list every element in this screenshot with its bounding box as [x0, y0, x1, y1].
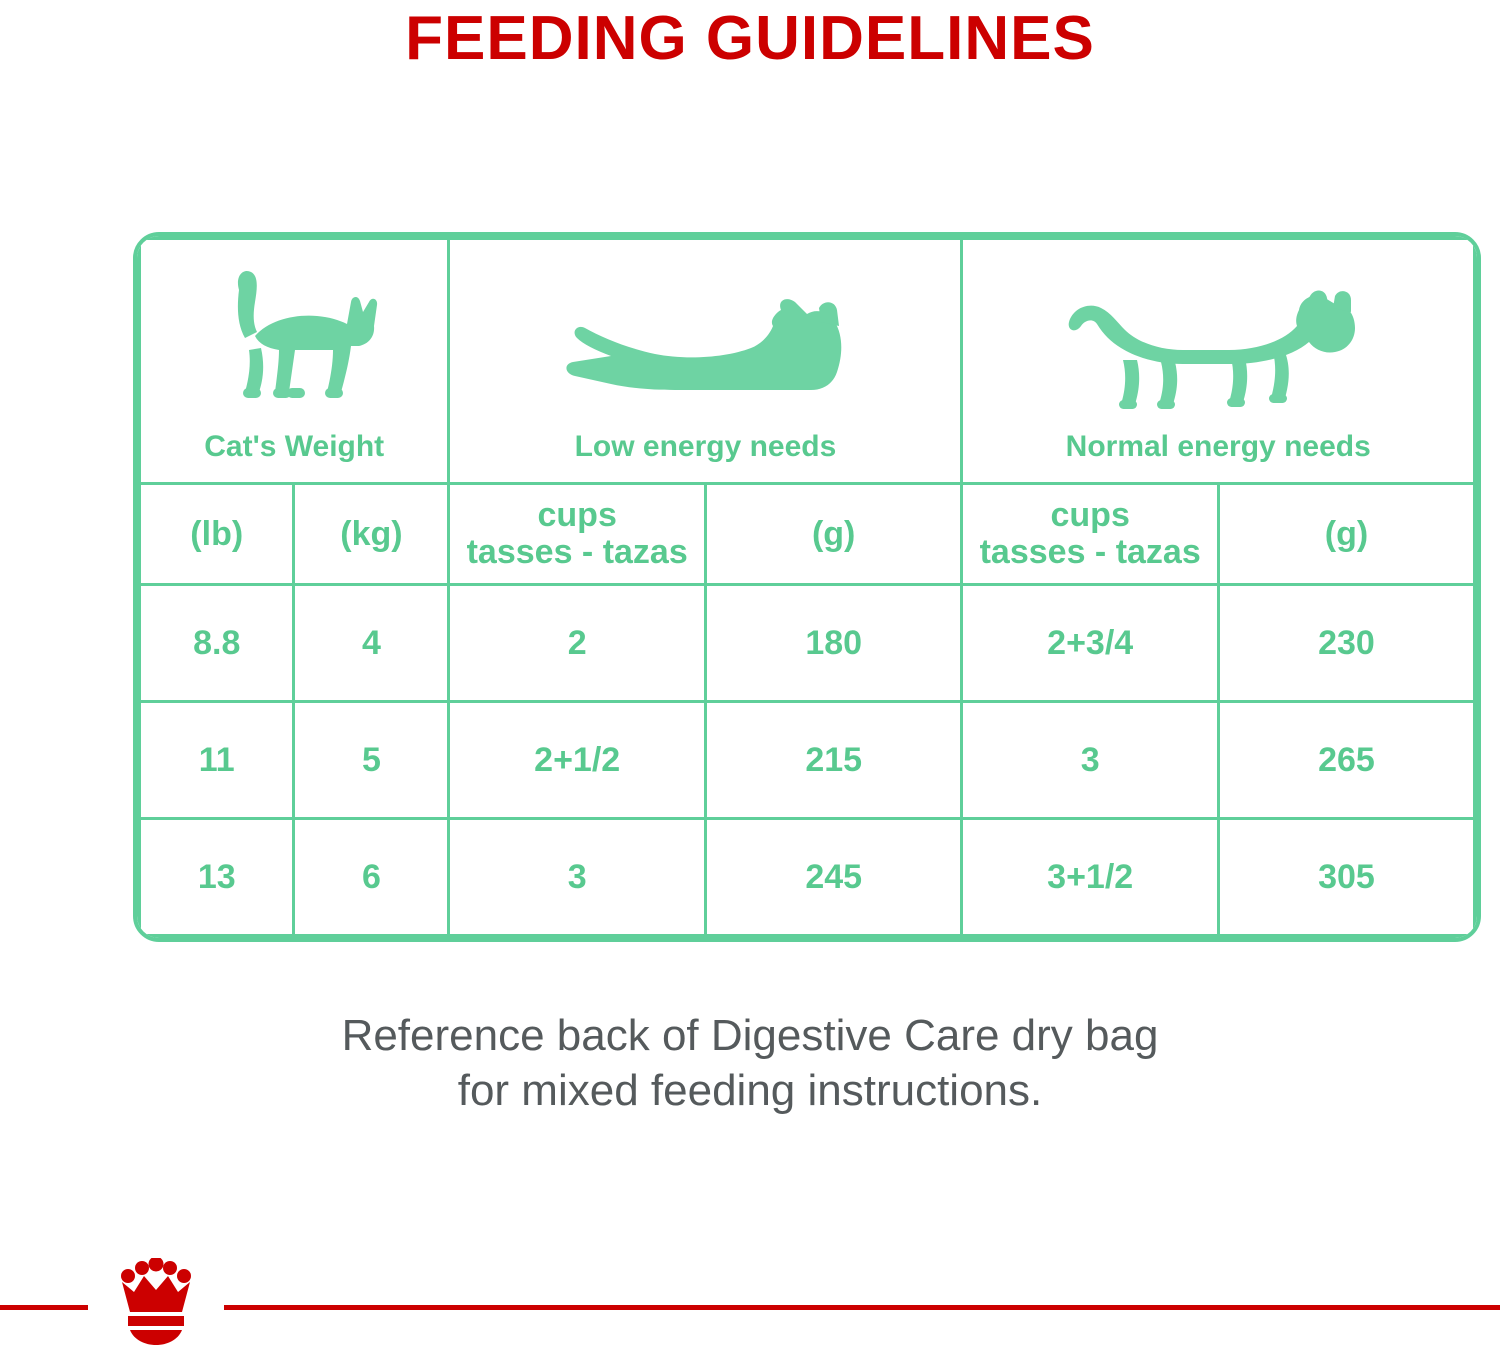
cell-normal-grams: 230: [1218, 585, 1475, 702]
cell-kg: 5: [294, 702, 449, 819]
cell-normal-cups: 2+3/4: [962, 585, 1219, 702]
cell-low-grams: 180: [705, 585, 962, 702]
cell-normal-cups: 3+1/2: [962, 819, 1219, 937]
header-cell-normal-energy: [962, 238, 1475, 484]
table-header-row: [139, 238, 1475, 484]
table-subheader-row: [139, 484, 1475, 585]
subheader-cups-low-line2: tasses - tazas: [466, 533, 688, 572]
feeding-guidelines-table-container: [133, 232, 1481, 942]
subheader-cups-low-line1: cups: [537, 496, 617, 535]
cell-kg: 6: [294, 819, 449, 937]
subheader-grams-low: (g): [705, 484, 962, 585]
subheader-cups-normal-line2: tasses - tazas: [979, 533, 1201, 572]
footnote-line-1: Reference back of Digestive Care dry bag: [341, 1011, 1159, 1060]
cell-low-cups: 2: [449, 585, 706, 702]
cell-normal-grams: 265: [1218, 702, 1475, 819]
subheader-kg: (kg): [294, 484, 449, 585]
cell-low-cups: 2+1/2: [449, 702, 706, 819]
header-label-cats-weight: Cat's Weight: [204, 429, 385, 463]
footnote-line-2: for mixed feeding instructions.: [457, 1066, 1043, 1115]
header-label-normal-energy: Normal energy needs: [1065, 429, 1371, 463]
subheader-cups-normal: [962, 484, 1219, 585]
cell-kg: 4: [294, 585, 449, 702]
subheader-grams-normal: (g): [1218, 484, 1475, 585]
table-row: [139, 702, 1475, 819]
cell-lb: 11: [139, 702, 294, 819]
feeding-guidelines-table: [137, 236, 1477, 938]
footnote: [0, 1008, 1500, 1118]
header-label-low-energy: Low energy needs: [574, 429, 837, 463]
subheader-cups-low: [449, 484, 706, 585]
header-cell-cats-weight: [139, 238, 449, 484]
cell-lb: 8.8: [139, 585, 294, 702]
subheader-cups-normal-line1: cups: [1050, 496, 1130, 535]
standing-cat-icon: [147, 257, 441, 422]
table-row: [139, 585, 1475, 702]
cell-lb: 13: [139, 819, 294, 937]
cell-normal-grams: 305: [1218, 819, 1475, 937]
cell-low-cups: 3: [449, 819, 706, 937]
royal-canin-crest-icon: [108, 1258, 204, 1354]
subheader-lb: (lb): [139, 484, 294, 585]
walking-cat-icon: [969, 257, 1467, 422]
table-row: [139, 819, 1475, 937]
header-cell-low-energy: [449, 238, 962, 484]
cell-normal-cups: 3: [962, 702, 1219, 819]
footer-divider: [0, 1305, 1500, 1310]
cell-low-grams: 215: [705, 702, 962, 819]
page-title: FEEDING GUIDELINES: [405, 4, 1095, 73]
cell-low-grams: 245: [705, 819, 962, 937]
lying-cat-icon: [456, 257, 954, 422]
